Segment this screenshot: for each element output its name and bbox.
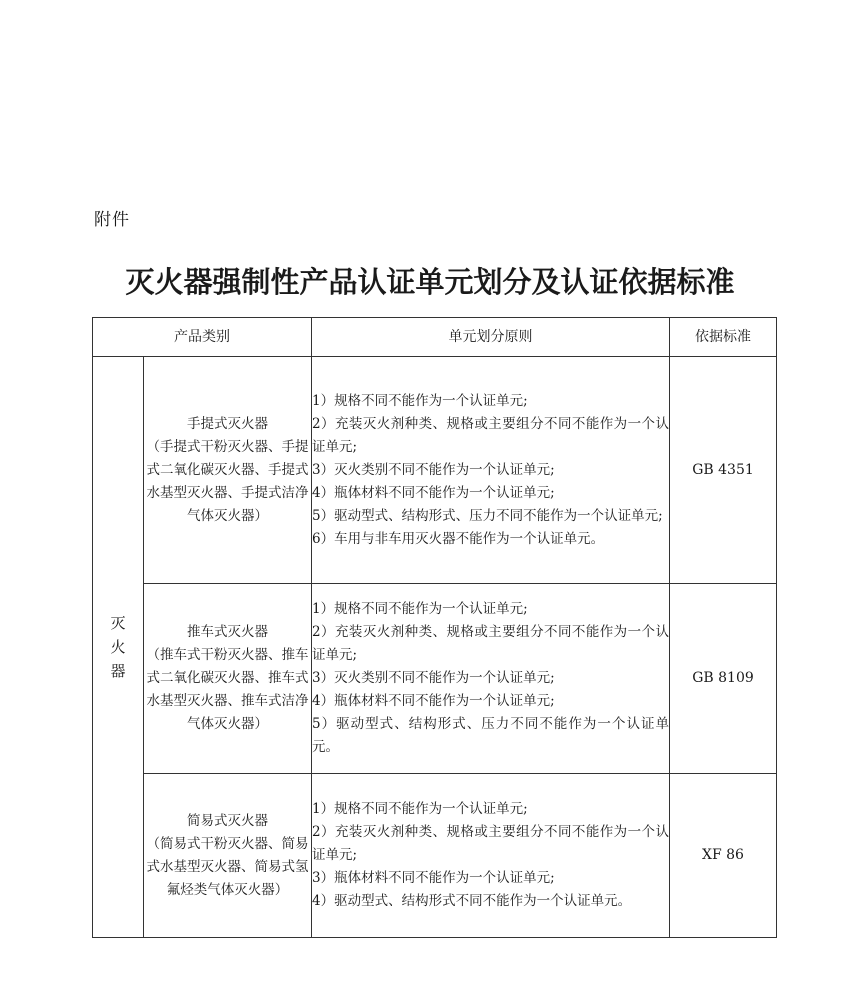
rule-item: 6）车用与非车用灭火器不能作为一个认证单元。 [312,530,605,547]
rule-item: 3）灭火类别不同不能作为一个认证单元; [312,461,555,478]
category-cell [93,357,144,938]
rule-item: 3）瓶体材料不同不能作为一个认证单元; [312,870,555,886]
category-char: 灭 [110,614,126,632]
rule-item: 2）充装灭火剂种类、规格或主要组分不同不能作为一个认证单元; [312,415,669,455]
product-name: 推车式灭火器 [187,624,268,640]
table-row [93,774,777,938]
rule-item: 5）驱动型式、结构形式、压力不同不能作为一个认证单元; [312,507,663,524]
standard-cell: XF 86 [670,774,777,938]
rule-item: 2）充装灭火剂种类、规格或主要组分不同不能作为一个认证单元; [312,824,669,863]
certification-table [92,317,777,938]
rule-item: 2）充装灭火剂种类、规格或主要组分不同不能作为一个认证单元; [312,624,669,663]
category-char: 火 [110,638,126,656]
product-detail: （推车式干粉灭火器、推车式二氧化碳灭火器、推车式水基型灭火器、推车式洁净气体灭火器） [146,647,309,732]
header-category: 产品类别 [93,318,312,357]
header-principle: 单元划分原则 [312,318,670,357]
rule-item: 3）灭火类别不同不能作为一个认证单元; [312,670,555,686]
rules-cell [312,584,670,774]
rules-cell [312,357,670,584]
product-name: 手提式灭火器 [187,415,268,432]
product-cell [144,774,312,938]
rule-item: 1）规格不同不能作为一个认证单元; [312,392,528,409]
document-title: 灭火器强制性产品认证单元划分及认证依据标准 [125,265,735,299]
product-cell [144,584,312,774]
product-detail: （手提式干粉灭火器、手提式二氧化碳灭火器、手提式水基型灭火器、手提式洁净气体灭火器） [146,438,309,524]
rules-cell [312,774,670,938]
product-detail: （简易式干粉灭火器、简易式水基型灭火器、简易式氢氟烃类气体灭火器） [146,835,309,898]
table-header-row [93,318,777,357]
table-row [93,584,777,774]
header-standard: 依据标准 [670,318,777,357]
rule-item: 5）驱动型式、结构形式、压力不同不能作为一个认证单元。 [312,716,669,755]
rule-item: 1）规格不同不能作为一个认证单元; [312,801,528,817]
product-cell [144,357,312,584]
rule-item: 4）瓶体材料不同不能作为一个认证单元; [312,693,555,709]
rule-item: 1）规格不同不能作为一个认证单元; [312,601,528,617]
product-name: 简易式灭火器 [187,812,268,829]
table-row [93,357,777,584]
category-char: 器 [110,662,126,680]
rule-item: 4）驱动型式、结构形式不同不能作为一个认证单元。 [312,893,632,909]
attachment-label: 附件 [94,210,130,230]
standard-cell: GB 4351 [670,357,777,584]
rule-item: 4）瓶体材料不同不能作为一个认证单元; [312,484,555,501]
standard-cell: GB 8109 [670,584,777,774]
